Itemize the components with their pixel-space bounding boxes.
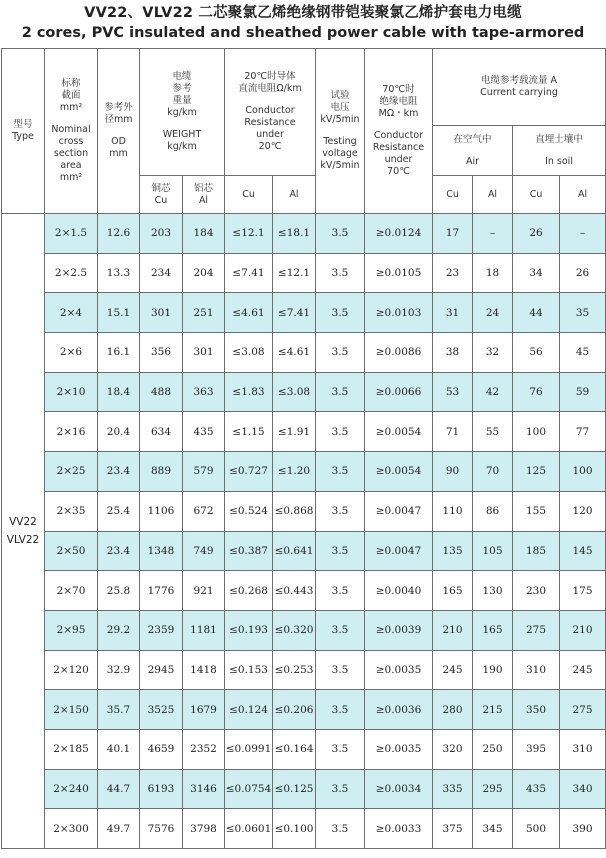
voltage-cell: 3.5	[316, 253, 365, 293]
resistance-cu-cell: ≤0.153	[225, 650, 273, 690]
section-cell: 2×95	[45, 610, 98, 650]
soil-cu-cell: 76	[513, 372, 560, 412]
weight-cu-cell: 2359	[140, 610, 183, 650]
section-cell: 2×6	[45, 333, 98, 373]
voltage-cell: 3.5	[316, 452, 365, 492]
weight-cu-cell: 7576	[140, 809, 183, 849]
air-al-cell: 190	[473, 650, 513, 690]
header-air-al: Al	[473, 176, 513, 214]
air-cu-cell: 90	[433, 452, 473, 492]
header-current-air	[433, 126, 513, 176]
insulation-cell: ≥0.0054	[365, 452, 433, 492]
voltage-cell: 3.5	[316, 531, 365, 571]
header-od-cn2: 径mm	[104, 114, 133, 125]
soil-cu-cell: 350	[513, 690, 560, 730]
air-cu-cell: 53	[433, 372, 473, 412]
header-resistance-en3: under	[256, 129, 284, 140]
table-row	[2, 412, 606, 452]
insulation-cell: ≥0.0035	[365, 650, 433, 690]
soil-al-cell: 35	[560, 293, 606, 333]
soil-cu-cell: 44	[513, 293, 560, 333]
resistance-al-cell: ≤1.20	[273, 452, 316, 492]
air-cu-cell: 280	[433, 690, 473, 730]
weight-al-cell: 3798	[183, 809, 225, 849]
air-al-cell: 215	[473, 690, 513, 730]
header-weight-cu	[140, 176, 183, 214]
table-row	[2, 690, 606, 730]
voltage-cell: 3.5	[316, 809, 365, 849]
header-section-en1: Nominal	[51, 124, 91, 135]
resistance-al-cell: ≤4.61	[273, 333, 316, 373]
voltage-cell: 3.5	[316, 372, 365, 412]
resistance-cu-cell: ≤12.1	[225, 214, 273, 254]
header-air-cu: Cu	[433, 176, 473, 214]
header-weight-cn2: 参考	[172, 83, 192, 94]
resistance-al-cell: ≤12.1	[273, 253, 316, 293]
od-cell: 25.4	[98, 491, 140, 531]
soil-cu-cell: 275	[513, 610, 560, 650]
od-cell: 25.8	[98, 571, 140, 611]
soil-cu-cell: 26	[513, 214, 560, 254]
resistance-al-cell: ≤0.100	[273, 809, 316, 849]
resistance-cu-cell: ≤0.268	[225, 571, 273, 611]
resistance-cu-cell: ≤0.0991	[225, 729, 273, 769]
table-row	[2, 333, 606, 373]
air-cu-cell: 245	[433, 650, 473, 690]
page-title-en: 2 cores, PVC insulated and sheathed power cable with tape-armored	[21, 25, 585, 41]
insulation-cell: ≥0.0086	[365, 333, 433, 373]
table-body	[2, 214, 606, 849]
table-row	[2, 253, 606, 293]
resistance-al-cell: ≤0.443	[273, 571, 316, 611]
table-row	[2, 610, 606, 650]
table-row	[2, 372, 606, 412]
soil-cu-cell: 310	[513, 650, 560, 690]
voltage-cell: 3.5	[316, 769, 365, 809]
header-current-cn: 电缆参考载流量 A	[481, 75, 558, 86]
air-cu-cell: 38	[433, 333, 473, 373]
voltage-cell: 3.5	[316, 729, 365, 769]
soil-al-cell: 210	[560, 610, 606, 650]
insulation-cell: ≥0.0047	[365, 531, 433, 571]
air-cu-cell: 320	[433, 729, 473, 769]
air-al-cell: 86	[473, 491, 513, 531]
weight-cu-cell: 234	[140, 253, 183, 293]
header-insulation-en3: under	[384, 154, 413, 165]
soil-al-cell: 100	[560, 452, 606, 492]
section-cell: 2×16	[45, 412, 98, 452]
soil-al-cell: 340	[560, 769, 606, 809]
table-row	[2, 729, 606, 769]
soil-cu-cell: 185	[513, 531, 560, 571]
header-od-cn1: 参考外	[104, 102, 133, 113]
soil-cu-cell: 155	[513, 491, 560, 531]
section-cell: 2×120	[45, 650, 98, 690]
air-al-cell: 295	[473, 769, 513, 809]
header-voltage-en1: Testing	[323, 136, 357, 147]
weight-cu-cell: 6193	[140, 769, 183, 809]
weight-al-cell: 1679	[183, 690, 225, 730]
air-al-cell: 250	[473, 729, 513, 769]
header-insulation-en4: 70℃	[387, 166, 410, 177]
weight-al-cell: 251	[183, 293, 225, 333]
header-type-cn: 型号	[13, 119, 33, 130]
air-al-cell: 42	[473, 372, 513, 412]
soil-al-cell: 45	[560, 333, 606, 373]
weight-al-cell: 579	[183, 452, 225, 492]
header-voltage	[316, 49, 365, 214]
weight-cu-cell: 889	[140, 452, 183, 492]
header-current-en: Current carrying	[480, 87, 558, 98]
voltage-cell: 3.5	[316, 333, 365, 373]
header-resistance-en2: Resistance	[244, 117, 296, 128]
voltage-cell: 3.5	[316, 690, 365, 730]
header-soil-al: Al	[560, 176, 606, 214]
header-insulation-en2: Resistance	[372, 142, 425, 153]
soil-al-cell: 275	[560, 690, 606, 730]
resistance-cu-cell: ≤0.387	[225, 531, 273, 571]
weight-al-cell: 2352	[183, 729, 225, 769]
air-al-cell: 18	[473, 253, 513, 293]
weight-cu-cell: 203	[140, 214, 183, 254]
weight-cu-cell: 356	[140, 333, 183, 373]
resistance-al-cell: ≤0.868	[273, 491, 316, 531]
voltage-cell: 3.5	[316, 293, 365, 333]
soil-cu-cell: 34	[513, 253, 560, 293]
header-resistance-cn2: 直流电阻Ω/km	[238, 83, 302, 94]
table-row	[2, 769, 606, 809]
insulation-cell: ≥0.0039	[365, 610, 433, 650]
soil-al-cell: 245	[560, 650, 606, 690]
weight-al-cell: 184	[183, 214, 225, 254]
weight-al-cell: 3146	[183, 769, 225, 809]
voltage-cell: 3.5	[316, 412, 365, 452]
soil-cu-cell: 100	[513, 412, 560, 452]
resistance-cu-cell: ≤3.08	[225, 333, 273, 373]
header-section-cn1: 标称	[61, 78, 81, 89]
header-section-cn2: 截面	[61, 90, 81, 101]
voltage-cell: 3.5	[316, 491, 365, 531]
soil-cu-cell: 56	[513, 333, 560, 373]
insulation-cell: ≥0.0047	[365, 491, 433, 531]
resistance-al-cell: ≤0.125	[273, 769, 316, 809]
table-row	[2, 293, 606, 333]
od-cell: 23.4	[98, 531, 140, 571]
weight-cu-cell: 4659	[140, 729, 183, 769]
od-cell: 32.9	[98, 650, 140, 690]
air-al-cell: 55	[473, 412, 513, 452]
header-section-en4: area	[60, 160, 82, 171]
header-voltage-cn1: 试验	[330, 90, 350, 101]
header-weight-cu-en: Cu	[154, 194, 168, 206]
table-row	[2, 650, 606, 690]
section-cell: 2×4	[45, 293, 98, 333]
header-weight-al	[183, 176, 225, 214]
header-resistance-en4: 20℃	[258, 141, 282, 152]
resistance-cu-cell: ≤0.524	[225, 491, 273, 531]
soil-al-cell: 26	[560, 253, 606, 293]
od-cell: 13.3	[98, 253, 140, 293]
header-od-en1: OD	[111, 136, 126, 147]
air-al-cell: 165	[473, 610, 513, 650]
resistance-al-cell: ≤3.08	[273, 372, 316, 412]
soil-al-cell: 310	[560, 729, 606, 769]
table-row	[2, 531, 606, 571]
type-value-line2: VLV22	[6, 534, 40, 546]
resistance-cu-cell: ≤0.727	[225, 452, 273, 492]
cable-spec-table	[1, 48, 606, 849]
section-cell: 2×70	[45, 571, 98, 611]
soil-al-cell: 59	[560, 372, 606, 412]
resistance-al-cell: ≤0.206	[273, 690, 316, 730]
header-current	[433, 49, 606, 126]
header-voltage-en3: kV/5min	[320, 160, 360, 171]
od-cell: 49.7	[98, 809, 140, 849]
section-cell: 2×185	[45, 729, 98, 769]
header-od	[98, 49, 140, 214]
od-cell: 23.4	[98, 452, 140, 492]
header-resistance-en1: Conductor	[245, 105, 295, 116]
resistance-al-cell: ≤0.320	[273, 610, 316, 650]
weight-al-cell: 363	[183, 372, 225, 412]
section-cell: 2×150	[45, 690, 98, 730]
weight-cu-cell: 301	[140, 293, 183, 333]
soil-al-cell: 145	[560, 531, 606, 571]
header-resistance-cn1: 20℃时导体	[244, 71, 296, 82]
insulation-cell: ≥0.0105	[365, 253, 433, 293]
header-insulation-cn3: MΩ・km	[378, 108, 419, 119]
header-type	[2, 49, 45, 214]
air-al-cell: 130	[473, 571, 513, 611]
header-weight-cu-cn: 铜芯	[151, 182, 171, 194]
voltage-cell: 3.5	[316, 214, 365, 254]
page-title-block	[0, 0, 606, 48]
section-cell: 2×50	[45, 531, 98, 571]
insulation-cell: ≥0.0036	[365, 690, 433, 730]
weight-cu-cell: 2945	[140, 650, 183, 690]
od-cell: 16.1	[98, 333, 140, 373]
soil-al-cell: 120	[560, 491, 606, 531]
insulation-cell: ≥0.0035	[365, 729, 433, 769]
soil-cu-cell: 435	[513, 769, 560, 809]
resistance-al-cell: ≤0.253	[273, 650, 316, 690]
weight-al-cell: 749	[183, 531, 225, 571]
resistance-cu-cell: ≤0.0754	[225, 769, 273, 809]
voltage-cell: 3.5	[316, 571, 365, 611]
header-current-air-en: Air	[465, 155, 480, 167]
resistance-al-cell: ≤1.91	[273, 412, 316, 452]
resistance-cu-cell: ≤1.83	[225, 372, 273, 412]
air-al-cell: 345	[473, 809, 513, 849]
header-weight-unit: kg/km	[167, 107, 197, 118]
resistance-cu-cell: ≤0.0601	[225, 809, 273, 849]
weight-cu-cell: 634	[140, 412, 183, 452]
table-row	[2, 214, 606, 254]
weight-cu-cell: 1106	[140, 491, 183, 531]
header-weight-al-cn: 铝芯	[194, 182, 214, 194]
header-weight-al-en: Al	[198, 194, 209, 206]
header-weight	[140, 49, 225, 176]
air-al-cell: 24	[473, 293, 513, 333]
od-cell: 40.1	[98, 729, 140, 769]
soil-al-cell: 175	[560, 571, 606, 611]
insulation-cell: ≥0.0103	[365, 293, 433, 333]
insulation-cell: ≥0.0124	[365, 214, 433, 254]
weight-cu-cell: 3525	[140, 690, 183, 730]
header-od-en2: mm	[109, 148, 128, 159]
soil-al-cell: 390	[560, 809, 606, 849]
od-cell: 29.2	[98, 610, 140, 650]
header-section-en2: cross	[58, 136, 84, 147]
air-cu-cell: 17	[433, 214, 473, 254]
header-insulation-cn2: 绝缘电阻	[379, 96, 418, 107]
od-cell: 35.7	[98, 690, 140, 730]
header-resistance-cu: Cu	[225, 176, 273, 214]
air-al-cell: 32	[473, 333, 513, 373]
weight-cu-cell: 1776	[140, 571, 183, 611]
resistance-al-cell: ≤7.41	[273, 293, 316, 333]
od-cell: 18.4	[98, 372, 140, 412]
resistance-cu-cell: ≤7.41	[225, 253, 273, 293]
voltage-cell: 3.5	[316, 650, 365, 690]
insulation-cell: ≥0.0040	[365, 571, 433, 611]
air-cu-cell: 210	[433, 610, 473, 650]
od-cell: 12.6	[98, 214, 140, 254]
section-cell: 2×2.5	[45, 253, 98, 293]
soil-al-cell: –	[560, 214, 606, 254]
weight-al-cell: 301	[183, 333, 225, 373]
section-cell: 2×1.5	[45, 214, 98, 254]
resistance-cu-cell: ≤1.15	[225, 412, 273, 452]
header-insulation-cn1: 70℃时	[382, 84, 415, 95]
air-cu-cell: 23	[433, 253, 473, 293]
header-current-soil-cn: 直埋土壤中	[535, 133, 583, 145]
resistance-cu-cell: ≤0.124	[225, 690, 273, 730]
header-type-en: Type	[12, 131, 34, 142]
section-cell: 2×10	[45, 372, 98, 412]
od-cell: 15.1	[98, 293, 140, 333]
header-weight-en1: WEIGHT	[162, 129, 202, 140]
insulation-cell: ≥0.0033	[365, 809, 433, 849]
header-voltage-en2: voltage	[322, 148, 358, 159]
soil-cu-cell: 230	[513, 571, 560, 611]
table-row	[2, 809, 606, 849]
header-voltage-cn2: 电压	[330, 102, 350, 113]
od-cell: 20.4	[98, 412, 140, 452]
soil-cu-cell: 395	[513, 729, 560, 769]
section-cell: 2×25	[45, 452, 98, 492]
weight-al-cell: 1181	[183, 610, 225, 650]
weight-cu-cell: 1348	[140, 531, 183, 571]
page-title-cn: VV22、VLV22 二芯聚氯乙烯绝缘钢带铠装聚氯乙烯护套电力电缆	[84, 5, 522, 21]
header-insulation-en1: Conductor	[373, 130, 424, 141]
soil-cu-cell: 500	[513, 809, 560, 849]
weight-al-cell: 1418	[183, 650, 225, 690]
resistance-al-cell: ≤18.1	[273, 214, 316, 254]
soil-cu-cell: 125	[513, 452, 560, 492]
resistance-al-cell: ≤0.164	[273, 729, 316, 769]
header-current-soil	[513, 126, 606, 176]
table-row	[2, 571, 606, 611]
header-soil-cu: Cu	[513, 176, 560, 214]
header-section	[45, 49, 98, 214]
soil-al-cell: 77	[560, 412, 606, 452]
section-cell: 2×35	[45, 491, 98, 531]
insulation-cell: ≥0.0054	[365, 412, 433, 452]
weight-al-cell: 204	[183, 253, 225, 293]
header-weight-cn1: 电缆	[172, 71, 192, 82]
header-current-air-cn: 在空气中	[453, 133, 492, 145]
header-weight-cn3: 重量	[172, 95, 192, 106]
header-section-en5: mm²	[59, 172, 83, 183]
insulation-cell: ≥0.0066	[365, 372, 433, 412]
weight-cu-cell: 488	[140, 372, 183, 412]
weight-al-cell: 435	[183, 412, 225, 452]
air-cu-cell: 335	[433, 769, 473, 809]
od-cell: 44.7	[98, 769, 140, 809]
air-cu-cell: 110	[433, 491, 473, 531]
table-row	[2, 491, 606, 531]
resistance-cu-cell: ≤4.61	[225, 293, 273, 333]
section-cell: 2×240	[45, 769, 98, 809]
air-cu-cell: 375	[433, 809, 473, 849]
air-cu-cell: 135	[433, 531, 473, 571]
type-cell	[2, 214, 45, 849]
insulation-cell: ≥0.0034	[365, 769, 433, 809]
air-al-cell: 105	[473, 531, 513, 571]
header-resistance-al: Al	[273, 176, 316, 214]
air-cu-cell: 31	[433, 293, 473, 333]
air-al-cell: 70	[473, 452, 513, 492]
resistance-al-cell: ≤0.641	[273, 531, 316, 571]
header-section-en3: section	[53, 148, 89, 159]
air-cu-cell: 165	[433, 571, 473, 611]
weight-al-cell: 921	[183, 571, 225, 611]
weight-al-cell: 672	[183, 491, 225, 531]
header-resistance	[225, 49, 316, 176]
resistance-cu-cell: ≤0.193	[225, 610, 273, 650]
type-value-line1: VV22	[9, 516, 37, 528]
table-row	[2, 452, 606, 492]
header-voltage-cn3: kV/5min	[320, 114, 360, 125]
section-cell: 2×300	[45, 809, 98, 849]
voltage-cell: 3.5	[316, 610, 365, 650]
header-weight-en2: kg/km	[167, 141, 197, 152]
air-al-cell: –	[473, 214, 513, 254]
header-insulation	[365, 49, 433, 214]
header-section-unit: mm²	[59, 102, 83, 113]
header-current-soil-en: In soil	[545, 155, 573, 167]
air-cu-cell: 71	[433, 412, 473, 452]
